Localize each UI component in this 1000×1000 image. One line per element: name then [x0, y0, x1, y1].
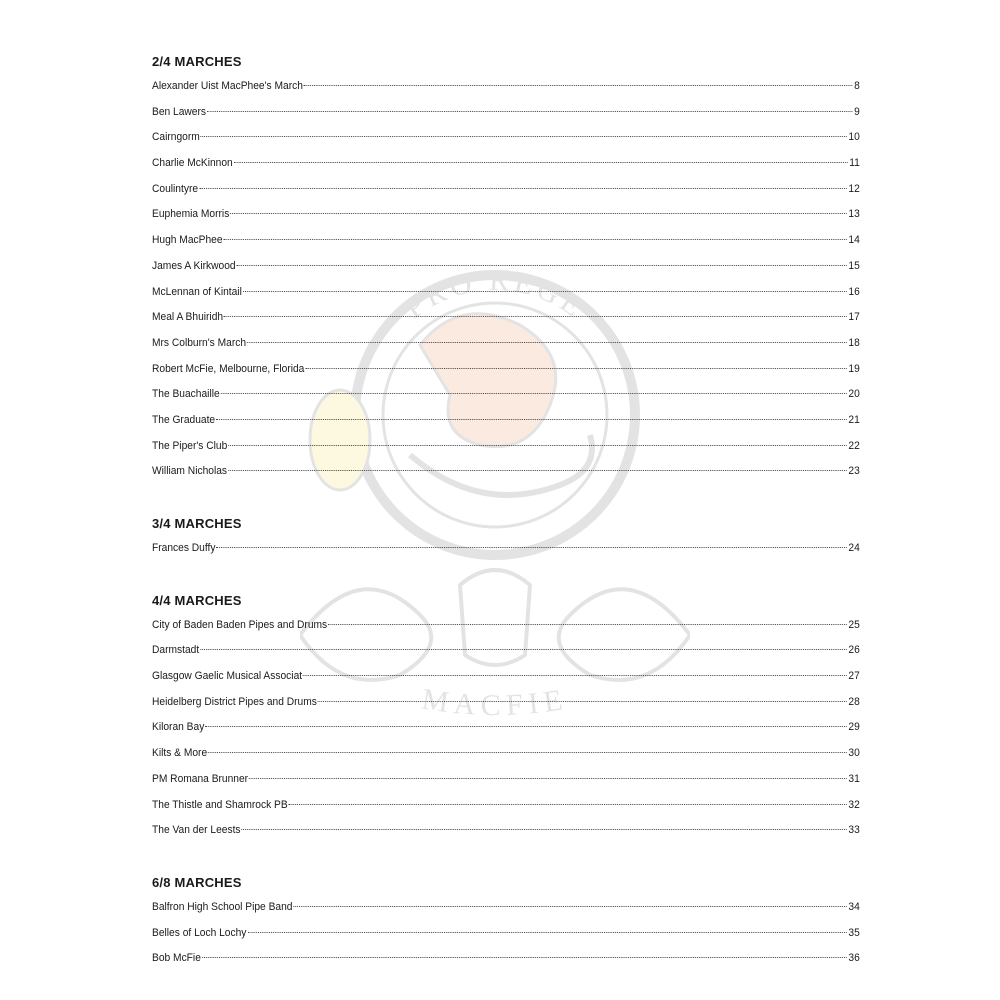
entry-title: Mrs Colburn's March	[152, 336, 247, 349]
dot-leader	[247, 932, 846, 933]
entry-page-number: 12	[848, 182, 860, 195]
toc-entry[interactable]	[152, 125, 860, 151]
dot-leader	[305, 368, 846, 369]
dot-leader	[234, 162, 848, 163]
toc-entry[interactable]	[152, 767, 860, 793]
entry-page-number: 28	[848, 695, 860, 708]
entry-title: Heidelberg District Pipes and Drums	[152, 695, 317, 708]
toc-entry[interactable]	[152, 818, 860, 844]
section-heading: 2/4 MARCHES	[152, 54, 242, 69]
entry-title: City of Baden Baden Pipes and Drums	[152, 618, 328, 631]
entry-title: Belles of Loch Lochy	[152, 926, 247, 939]
entry-page-number: 17	[848, 311, 860, 324]
entry-page-number: 34	[848, 900, 860, 913]
dot-leader	[318, 701, 847, 702]
entry-title: William Nicholas	[152, 465, 228, 478]
entry-page-number: 21	[848, 413, 860, 426]
toc-entry[interactable]	[152, 254, 860, 280]
section-heading: 4/4 MARCHES	[152, 592, 242, 608]
toc-entry[interactable]	[152, 664, 860, 690]
toc-entry[interactable]	[152, 741, 860, 767]
dot-leader	[243, 291, 847, 292]
entry-page-number: 18	[848, 336, 860, 349]
entry-title: PM Romana Brunner	[152, 772, 249, 785]
dot-leader	[293, 906, 846, 907]
dot-leader	[328, 624, 846, 625]
entry-page-number: 36	[848, 952, 860, 965]
entry-title: Robert McFie, Melbourne, Florida	[152, 362, 305, 375]
entry-title: Meal A Bhuiridh	[152, 311, 224, 324]
toc-entry[interactable]	[152, 228, 860, 254]
entry-title: Balfron High School Pipe Band	[152, 900, 293, 913]
toc-entry[interactable]	[152, 638, 860, 664]
toc-entry[interactable]	[152, 690, 860, 716]
toc-entry[interactable]	[152, 921, 860, 947]
entry-page-number: 19	[848, 362, 860, 375]
dot-leader	[247, 342, 847, 343]
dot-leader	[249, 778, 847, 779]
entry-title: Frances Duffy	[152, 542, 216, 554]
section-heading: 3/4 MARCHES	[152, 516, 242, 531]
section-spacer	[152, 844, 860, 871]
dot-leader	[199, 188, 847, 189]
entry-page-number: 23	[848, 465, 860, 478]
dot-leader	[228, 470, 847, 471]
section-spacer	[152, 562, 860, 589]
entry-title: The Graduate	[152, 413, 216, 426]
dot-leader	[303, 675, 847, 676]
entry-title: Hugh MacPhee	[152, 234, 223, 247]
entry-page-number: 8	[854, 80, 860, 92]
toc-entry[interactable]	[152, 177, 860, 203]
toc-entry[interactable]	[152, 357, 860, 383]
entry-page-number: 27	[848, 670, 860, 683]
toc-section	[152, 589, 860, 844]
dot-leader	[207, 111, 852, 112]
dot-leader	[224, 316, 847, 317]
toc-entry[interactable]	[152, 74, 860, 100]
dot-leader	[216, 419, 847, 420]
entry-page-number: 35	[848, 926, 860, 939]
toc-section	[152, 871, 860, 972]
toc-entry[interactable]	[152, 434, 860, 460]
entry-page-number: 32	[848, 798, 860, 811]
entry-title: Cairngorm	[152, 131, 200, 144]
toc-entry[interactable]	[152, 536, 860, 562]
entry-page-number: 31	[848, 772, 860, 785]
entry-title: The Thistle and Shamrock PB	[152, 798, 288, 811]
entry-page-number: 33	[848, 824, 860, 837]
entry-title: Kiloran Bay	[152, 721, 205, 734]
entry-title: The Piper's Club	[152, 439, 228, 452]
entry-title: Darmstadt	[152, 644, 200, 657]
toc-entry[interactable]	[152, 459, 860, 485]
toc-entry[interactable]	[152, 946, 860, 972]
entry-title: Bob McFie	[152, 952, 201, 965]
entry-title: Glasgow Gaelic Musical Associat	[152, 670, 303, 683]
entry-page-number: 9	[854, 105, 860, 118]
dot-leader	[289, 804, 847, 805]
toc-section	[152, 512, 860, 562]
toc-entry[interactable]	[152, 202, 860, 228]
entry-page-number: 11	[849, 157, 860, 170]
toc-entry[interactable]	[152, 408, 860, 434]
entry-page-number: 30	[848, 747, 860, 760]
dot-leader	[205, 726, 846, 727]
entry-page-number: 20	[848, 388, 860, 401]
entry-page-number: 29	[848, 721, 860, 734]
toc-entry[interactable]	[152, 151, 860, 177]
entry-title: McLennan of Kintail	[152, 285, 242, 298]
entry-page-number: 22	[848, 439, 860, 452]
entry-page-number: 16	[848, 285, 860, 298]
table-of-contents	[152, 50, 860, 972]
crest-motto-bottom: MACFIE	[419, 682, 571, 723]
entry-title: Charlie McKinnon	[152, 157, 233, 170]
dot-leader	[200, 649, 846, 650]
dot-leader	[216, 547, 846, 548]
entry-title: Kilts & More	[152, 747, 208, 760]
toc-entry[interactable]	[152, 100, 860, 126]
section-spacer	[152, 485, 860, 512]
entry-title: Ben Lawers	[152, 105, 207, 118]
entry-page-number: 25	[848, 618, 860, 631]
toc-entry[interactable]	[152, 895, 860, 921]
entry-title: Coulintyre	[152, 182, 199, 195]
toc-entry[interactable]	[152, 715, 860, 741]
toc-section	[152, 50, 860, 485]
entry-title: Euphemia Morris	[152, 208, 230, 221]
toc-entry[interactable]	[152, 793, 860, 819]
entry-title: James A Kirkwood	[152, 259, 236, 272]
dot-leader	[208, 752, 846, 753]
entry-page-number: 15	[848, 259, 860, 272]
dot-leader	[221, 393, 847, 394]
toc-entry[interactable]	[152, 382, 860, 408]
entry-page-number: 24	[848, 542, 860, 554]
dot-leader	[237, 265, 847, 266]
toc-entry[interactable]	[152, 280, 860, 306]
dot-leader	[230, 213, 846, 214]
toc-entry[interactable]	[152, 331, 860, 357]
entry-page-number: 14	[848, 234, 860, 247]
section-heading: 6/8 MARCHES	[152, 874, 242, 890]
crest-motto-top: PRO REGE	[398, 263, 592, 326]
entry-title: Alexander Uist MacPhee's March	[152, 80, 303, 92]
entry-page-number: 26	[848, 644, 860, 657]
dot-leader	[223, 239, 846, 240]
dot-leader	[228, 445, 846, 446]
entry-title: The Van der Leests	[152, 824, 241, 837]
dot-leader	[201, 136, 847, 137]
entry-page-number: 13	[848, 208, 860, 221]
dot-leader	[241, 829, 846, 830]
toc-entry[interactable]	[152, 305, 860, 331]
entry-page-number: 10	[848, 131, 860, 144]
toc-entry[interactable]	[152, 613, 860, 639]
entry-title: The Buachaille	[152, 388, 220, 401]
dot-leader	[202, 957, 847, 958]
dot-leader	[304, 85, 852, 86]
